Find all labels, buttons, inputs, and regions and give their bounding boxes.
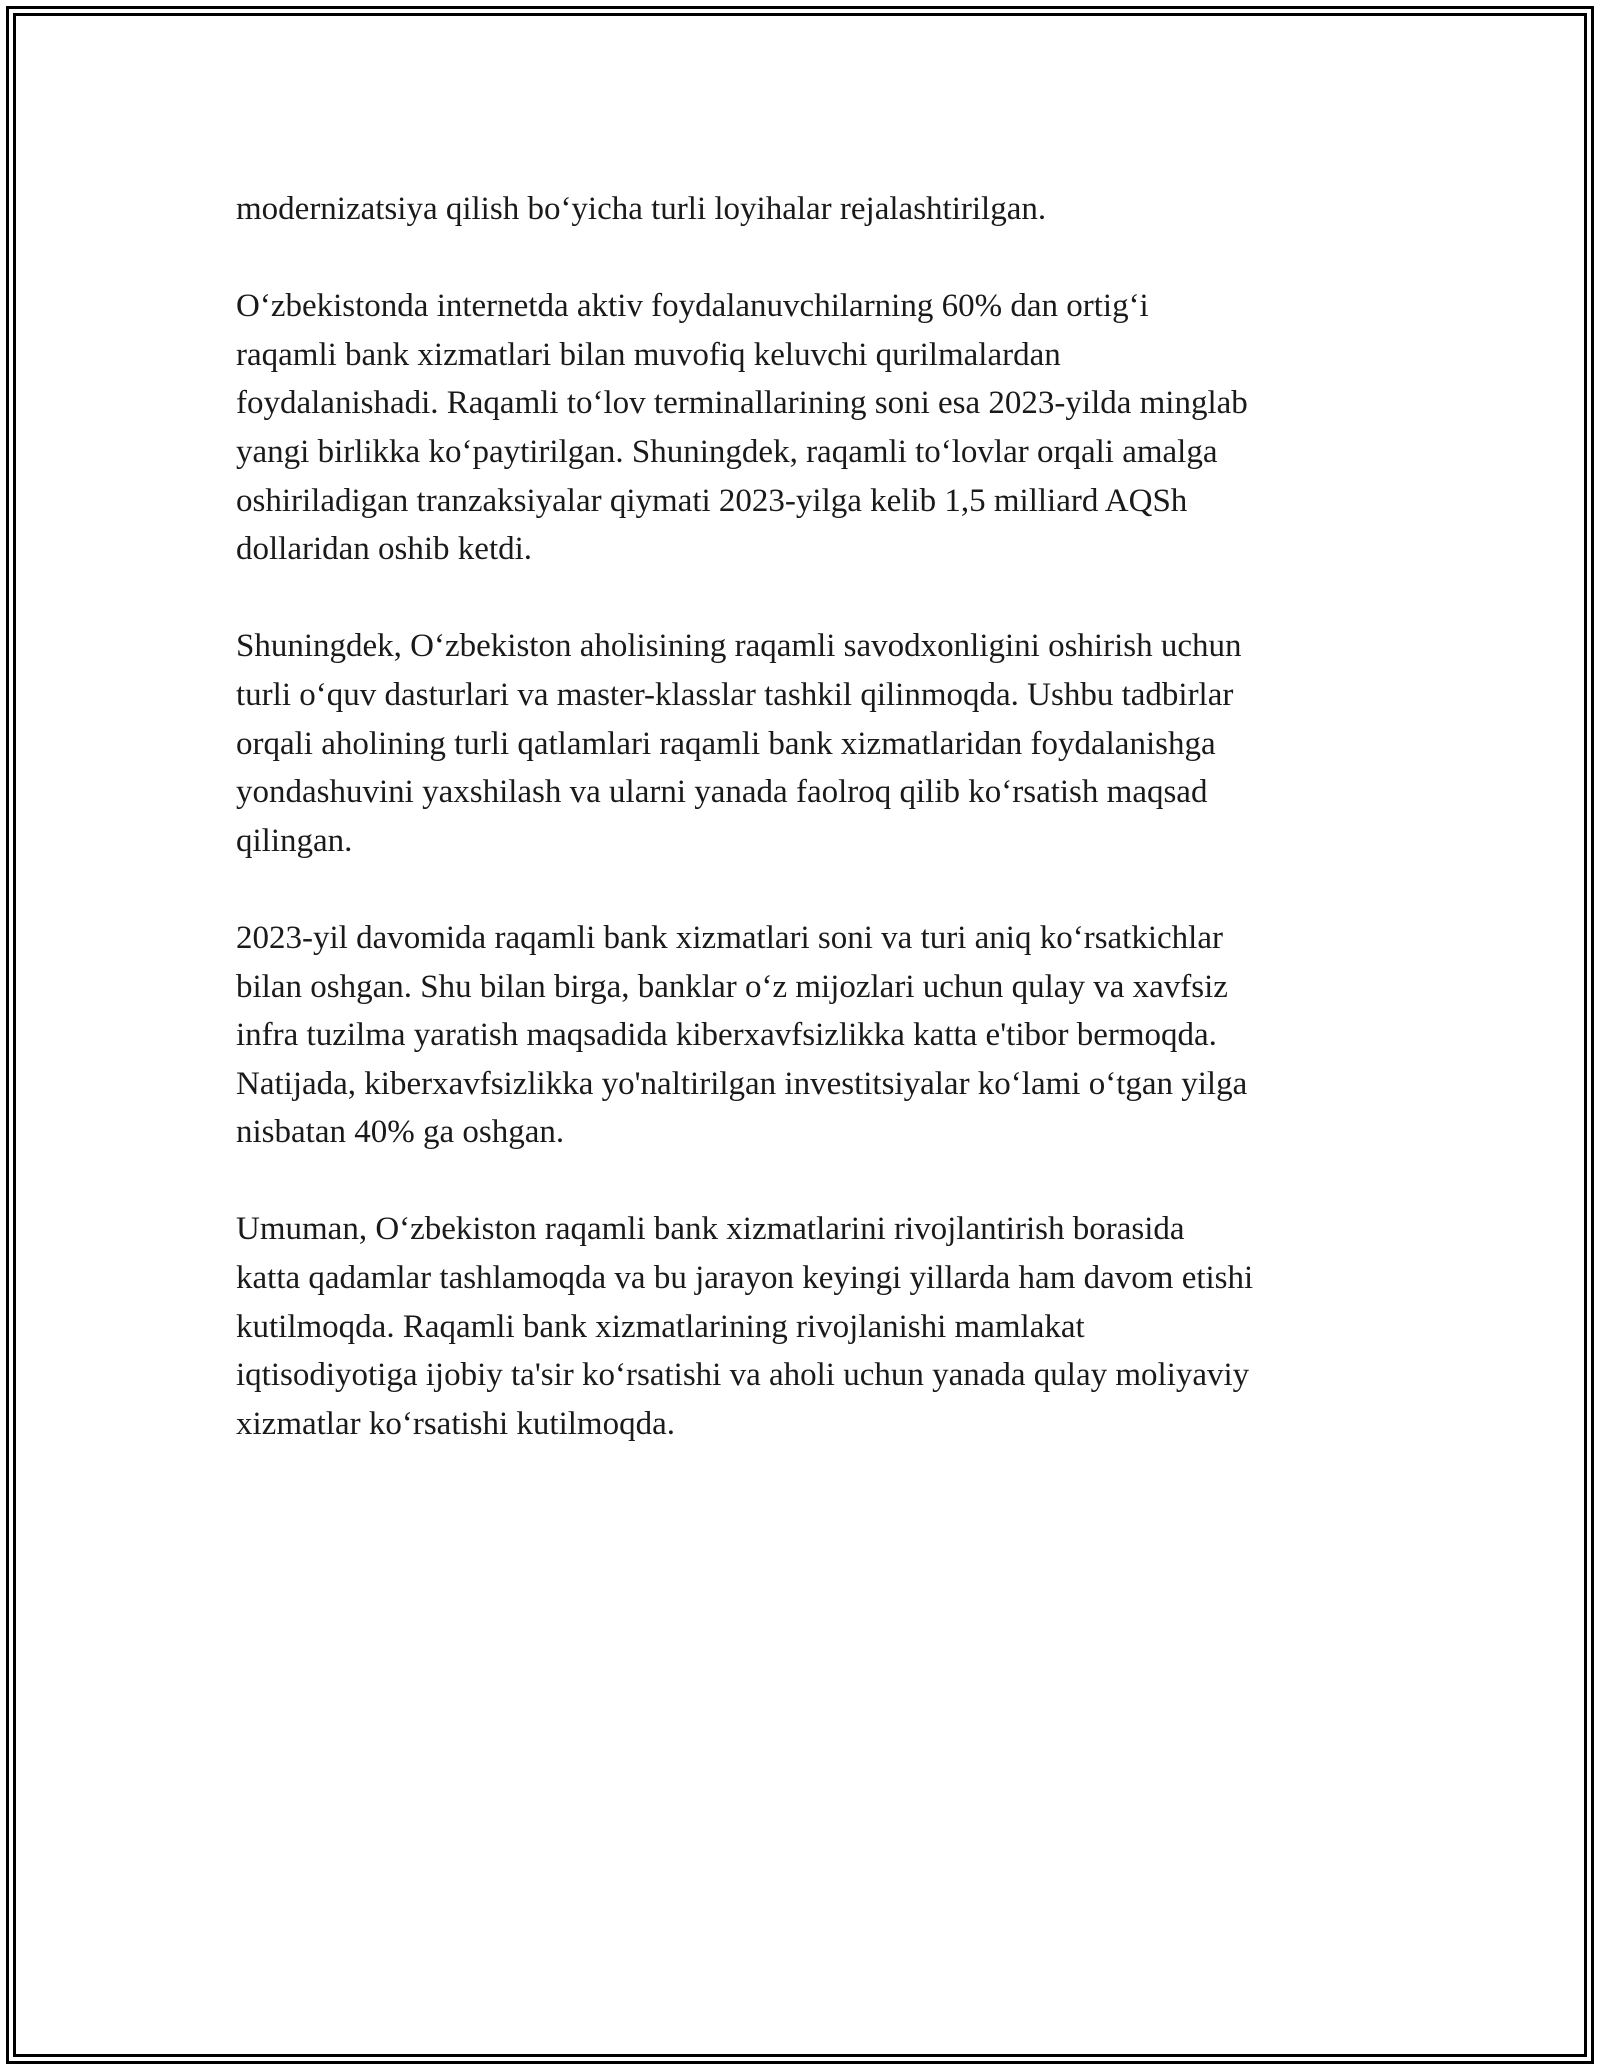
- text-line: yangi birlikka ko‘paytirilgan. Shuningdek, raqamli to‘lovlar orqali amalga: [236, 433, 1218, 470]
- text-line: iqtisodiyotiga ijobiy ta'sir ko‘rsatishi va aholi uchun yanada qulay moliyaviy: [236, 1357, 1250, 1394]
- text-line: katta qadamlar tashlamoqda va bu jarayon keyingi yillarda ham davom etishi: [236, 1260, 1254, 1297]
- text-line: orqali aholining turli qatlamlari raqamli bank xizmatlaridan foydalanishga: [236, 725, 1216, 762]
- paragraph: [236, 282, 1376, 574]
- text-line: 2023-yil davomida raqamli bank xizmatlari soni va turi aniq ko‘rsatkichlar: [236, 919, 1223, 956]
- text-line: foydalanishadi. Raqamli to‘lov terminallarining soni esa 2023-yilda minglab: [236, 385, 1248, 422]
- text-line: raqamli bank xizmatlari bilan muvofiq keluvchi qurilmalardan: [236, 336, 1061, 373]
- paragraph: [236, 1205, 1376, 1448]
- paragraph: [236, 622, 1376, 865]
- text-line: infra tuzilma yaratish maqsadida kiberxavfsizlikka katta e'tibor bermoqda.: [236, 1017, 1217, 1054]
- paragraph: [236, 185, 1376, 234]
- text-line: yondashuvini yaxshilash va ularni yanada faolroq qilib ko‘rsatish maqsad: [236, 774, 1208, 811]
- text-line: oshiriladigan tranzaksiyalar qiymati 2023-yilga kelib 1,5 milliard AQSh: [236, 482, 1188, 519]
- text-line: Natijada, kiberxavfsizlikka yo'naltirilgan investitsiyalar ko‘lami o‘tgan yilga: [236, 1065, 1248, 1102]
- text-line: xizmatlar ko‘rsatishi kutilmoqda.: [236, 1405, 675, 1442]
- text-line: turli o‘quv dasturlari va master-klasslar tashkil qilinmoqda. Ushbu tadbirlar: [236, 676, 1234, 713]
- document-body: [236, 185, 1376, 1497]
- text-line: kutilmoqda. Raqamli bank xizmatlarining rivojlanishi mamlakat: [236, 1308, 1085, 1345]
- text-line: Umuman, O‘zbekiston raqamli bank xizmatlarini rivojlantirish borasida: [236, 1211, 1185, 1248]
- text-line: qilingan.: [236, 822, 353, 859]
- text-line: nisbatan 40% ga oshgan.: [236, 1114, 565, 1151]
- text-line: bilan oshgan. Shu bilan birga, banklar o‘z mijozlari uchun qulay va xavfsiz: [236, 968, 1228, 1005]
- text-line: modernizatsiya qilish bo‘yicha turli loyihalar rejalashtirilgan.: [236, 191, 1047, 227]
- paragraph: [236, 914, 1376, 1157]
- text-line: Shuningdek, O‘zbekiston aholisining raqamli savodxonligini oshirish uchun: [236, 628, 1242, 665]
- text-line: O‘zbekistonda internetda aktiv foydalanuvchilarning 60% dan ortig‘i: [236, 288, 1149, 325]
- text-line: dollaridan oshib ketdi.: [236, 531, 533, 568]
